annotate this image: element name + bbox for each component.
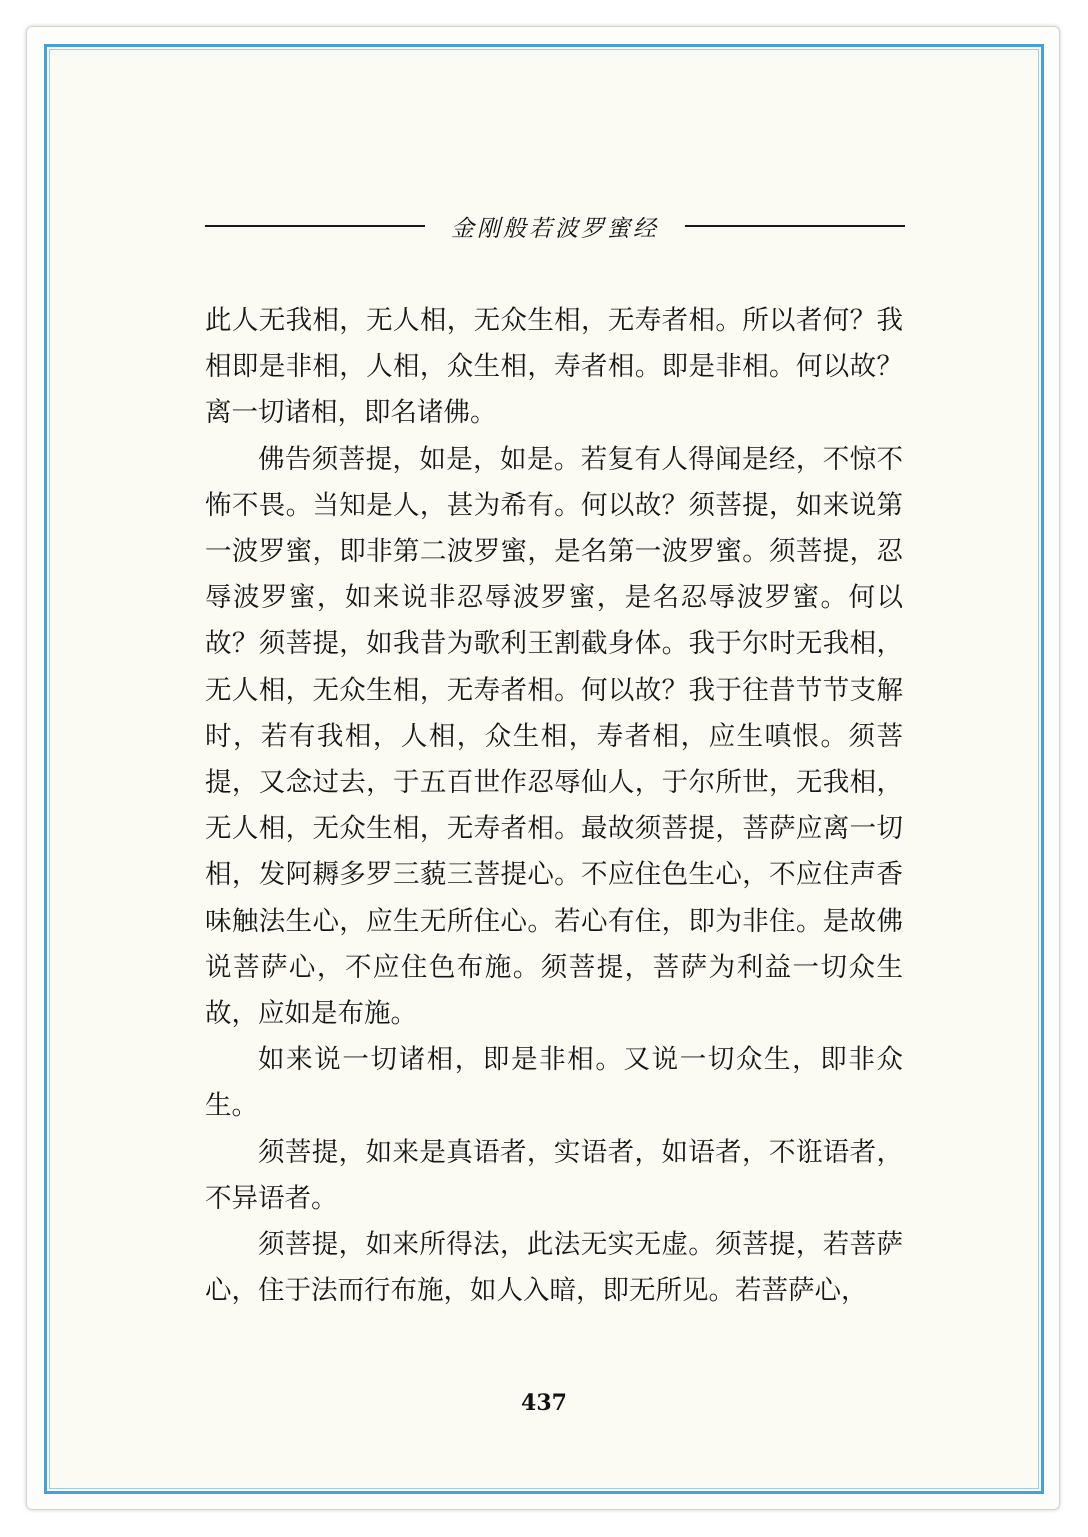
running-head-title: 金刚般若波罗蜜经 — [451, 215, 659, 242]
paragraph-3: 如来说一切诸相，即是非相。又说一切众生，即非众生。 — [205, 1044, 903, 1122]
paragraph-1: 此人无我相，无人相，无众生相，无寿者相。所以者何？我相即是非相，人相，众生相，寿者相。即是非相。何以故？离一切诸相，即名诸佛。 — [205, 305, 903, 429]
running-head-right-rule — [685, 225, 905, 227]
paragraph-4: 须菩提，如来是真语者，实语者，如语者，不诳语者，不异语者。 — [205, 1136, 903, 1214]
paragraph-2: 佛告须菩提，如是，如是。若复有人得闻是经，不惊不怖不畏。当知是人，甚为希有。何以故？须菩提，如来说第一波罗蜜，即非第二波罗蜜，是名第一波罗蜜。须菩提，忍辱波罗蜜，如来说非忍辱波罗蜜，是名忍辱波罗蜜。何以故？须菩提，如我昔为歌利王割截身体。我于尔时无我相，无人相，无众生相，无寿者相。何以故？我于往昔节节支解时，若有我相，人相，众生相，寿者相，应生嗔恨。须菩提，又念过去，于五百世作忍辱仙人，于尔所世，无我相，无人相，无众生相，无寿者相。最故须菩提，菩萨应离一切相，发阿耨多罗三藐三菩提心。不应住色生心，不应住声香味触法生心，应生无所住心。若心有住，即为非住。是故佛说菩萨心，不应住色布施。须菩提，菩萨为利益一切众生故，应如是布施。 — [205, 443, 903, 1030]
paragraph-5: 须菩提，如来所得法，此法无实无虚。须菩提，若菩萨心，住于法而行布施，如人入暗，即无所见。若菩萨心， — [205, 1229, 903, 1307]
running-head-left-rule — [205, 225, 425, 227]
body-text — [205, 298, 903, 1314]
page-number: 437 — [521, 1390, 567, 1416]
running-head — [205, 208, 905, 244]
